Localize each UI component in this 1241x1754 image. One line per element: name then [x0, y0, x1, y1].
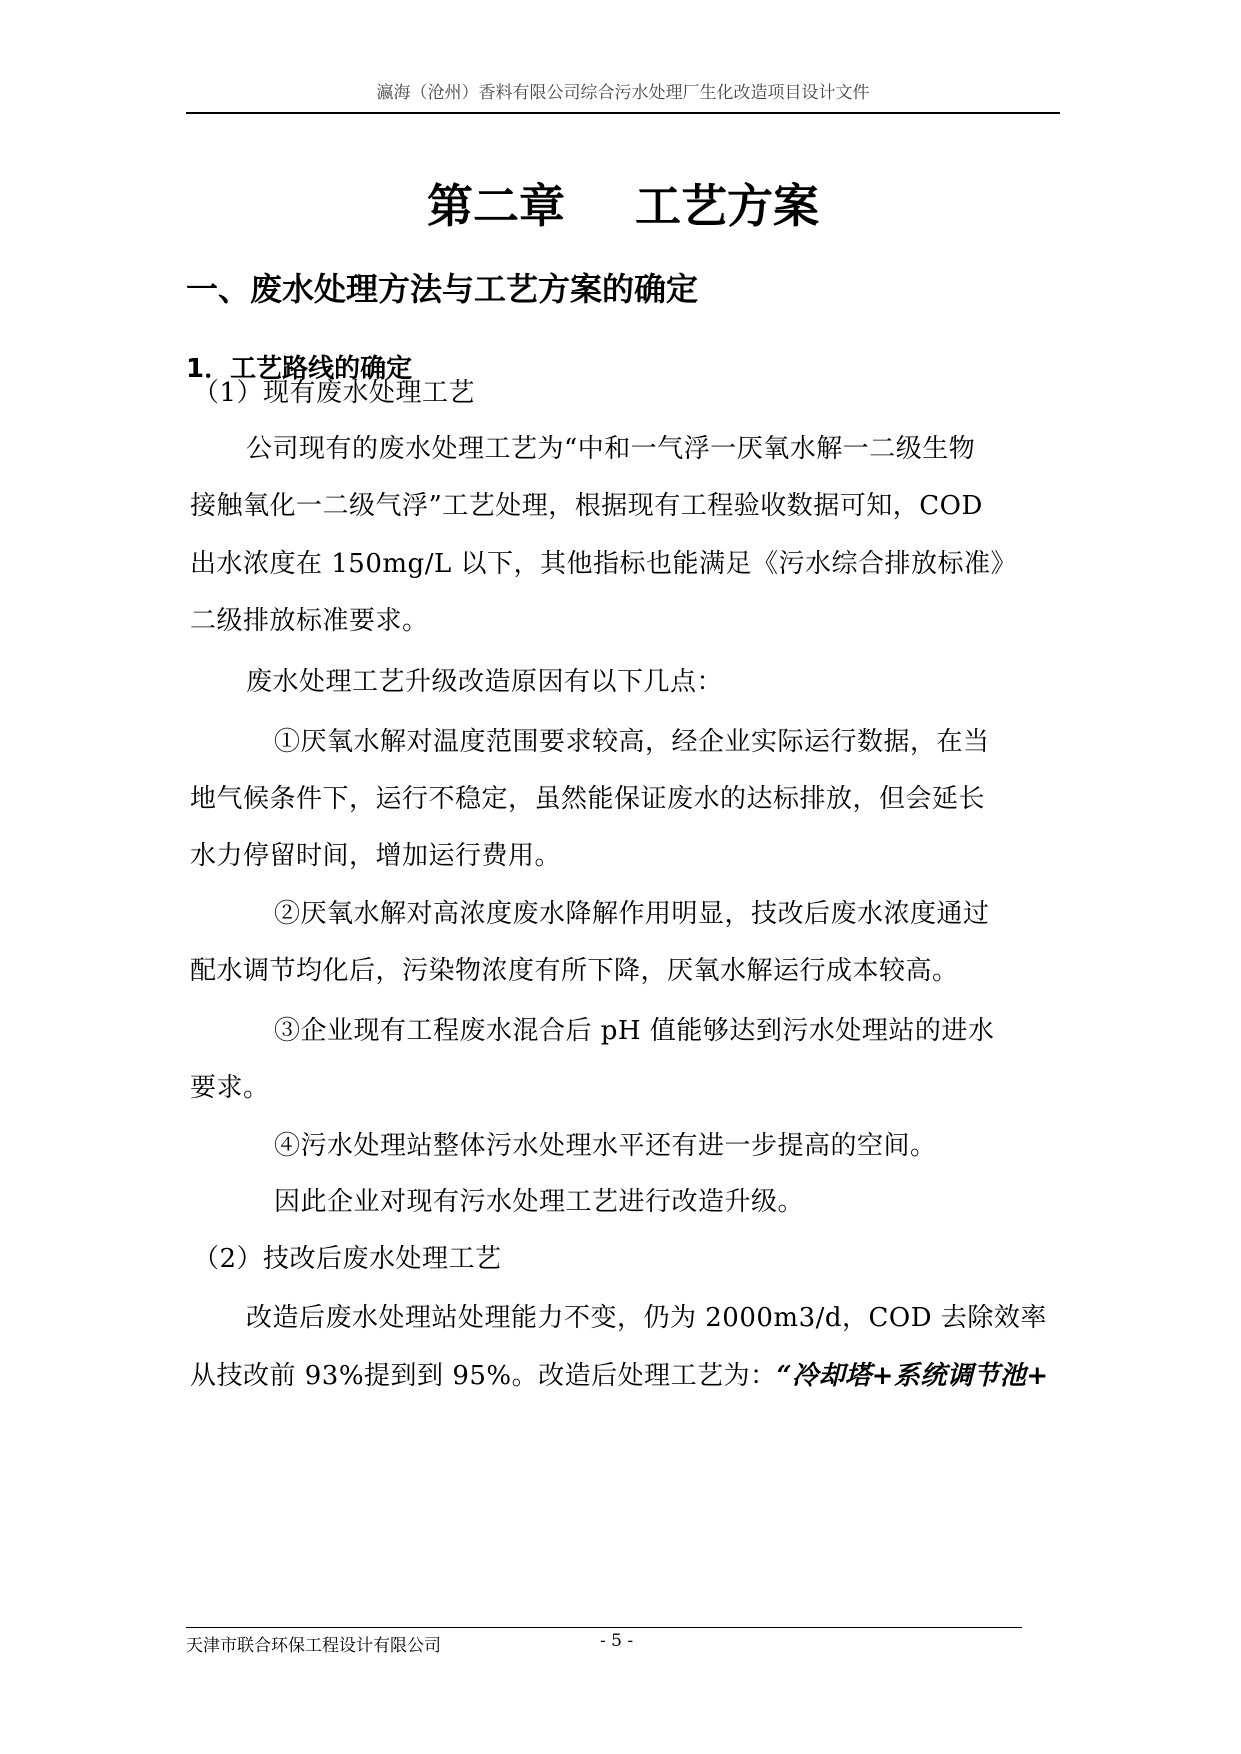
footer-company: 天津市联合环保工程设计有限公司: [186, 1636, 441, 1656]
section-heading: 一、废水处理方法与工艺方案的确定: [186, 270, 699, 308]
paragraph-line: ②厌氧水解对高浓度废水降解作用明显，技改后废水浓度通过: [274, 899, 990, 929]
paragraph-line: ④污水处理站整体污水处理水平还有进一步提高的空间。: [274, 1131, 937, 1161]
paragraph-line: 接触氧化一二级气浮”工艺处理，根据现有工程验收数据可知，COD: [190, 491, 983, 521]
paragraph-line: （2）技改后废水处理工艺: [193, 1244, 502, 1274]
paragraph-line: 水力停留时间，增加运行费用。: [190, 841, 562, 871]
paragraph-line: ①厌氧水解对温度范围要求较高，经企业实际运行数据，在当: [274, 727, 990, 757]
subsection-heading: 1．工艺路线的确定: [186, 354, 413, 384]
paragraph-line: ③企业现有工程废水混合后 pH 值能够达到污水处理站的进水: [274, 1016, 995, 1046]
paragraph-line: 改造后废水处理站处理能力不变，仍为 2000m3/d，COD 去除效率: [246, 1303, 1047, 1333]
paragraph-line-text: 从技改前 93%提到到 95%。改造后处理工艺为：: [190, 1361, 777, 1391]
chapter-title: 工艺方案: [635, 179, 819, 233]
paragraph-line: 因此企业对现有污水处理工艺进行改造升级。: [274, 1187, 805, 1217]
paragraph-line: 出水浓度在 150mg/L 以下，其他指标也能满足《污水综合排放标准》: [190, 549, 1017, 579]
paragraph-line: [190, 1355, 1060, 1392]
header-title: 瀛海（沧州）香料有限公司综合污水处理厂生化改造项目设计文件: [376, 83, 870, 103]
chapter-number: 第二章: [427, 179, 565, 233]
process-flow-emphasis: “冷却塔+系统调节池+: [776, 1361, 1049, 1391]
paragraph-line: （1）现有废水处理工艺: [193, 378, 476, 408]
chapter-heading: [186, 170, 1060, 236]
paragraph-line: 配水调节均化后，污染物浓度有所下降，厌氧水解运行成本较高。: [190, 956, 959, 986]
paragraph-line: 二级排放标准要求。: [190, 606, 429, 636]
footer-divider: [186, 1627, 1022, 1628]
paragraph-line: 公司现有的废水处理工艺为“中和一气浮一厌氧水解一二级生物: [246, 434, 976, 464]
page-number: - 5 -: [600, 1631, 634, 1651]
paragraph-line: 地气候条件下，运行不稳定，虽然能保证废水的达标排放，但会延长: [190, 784, 986, 814]
header-divider: [186, 112, 1060, 114]
paragraph-line: 要求。: [190, 1073, 270, 1103]
paragraph-line: 废水处理工艺升级改造原因有以下几点：: [246, 667, 724, 697]
